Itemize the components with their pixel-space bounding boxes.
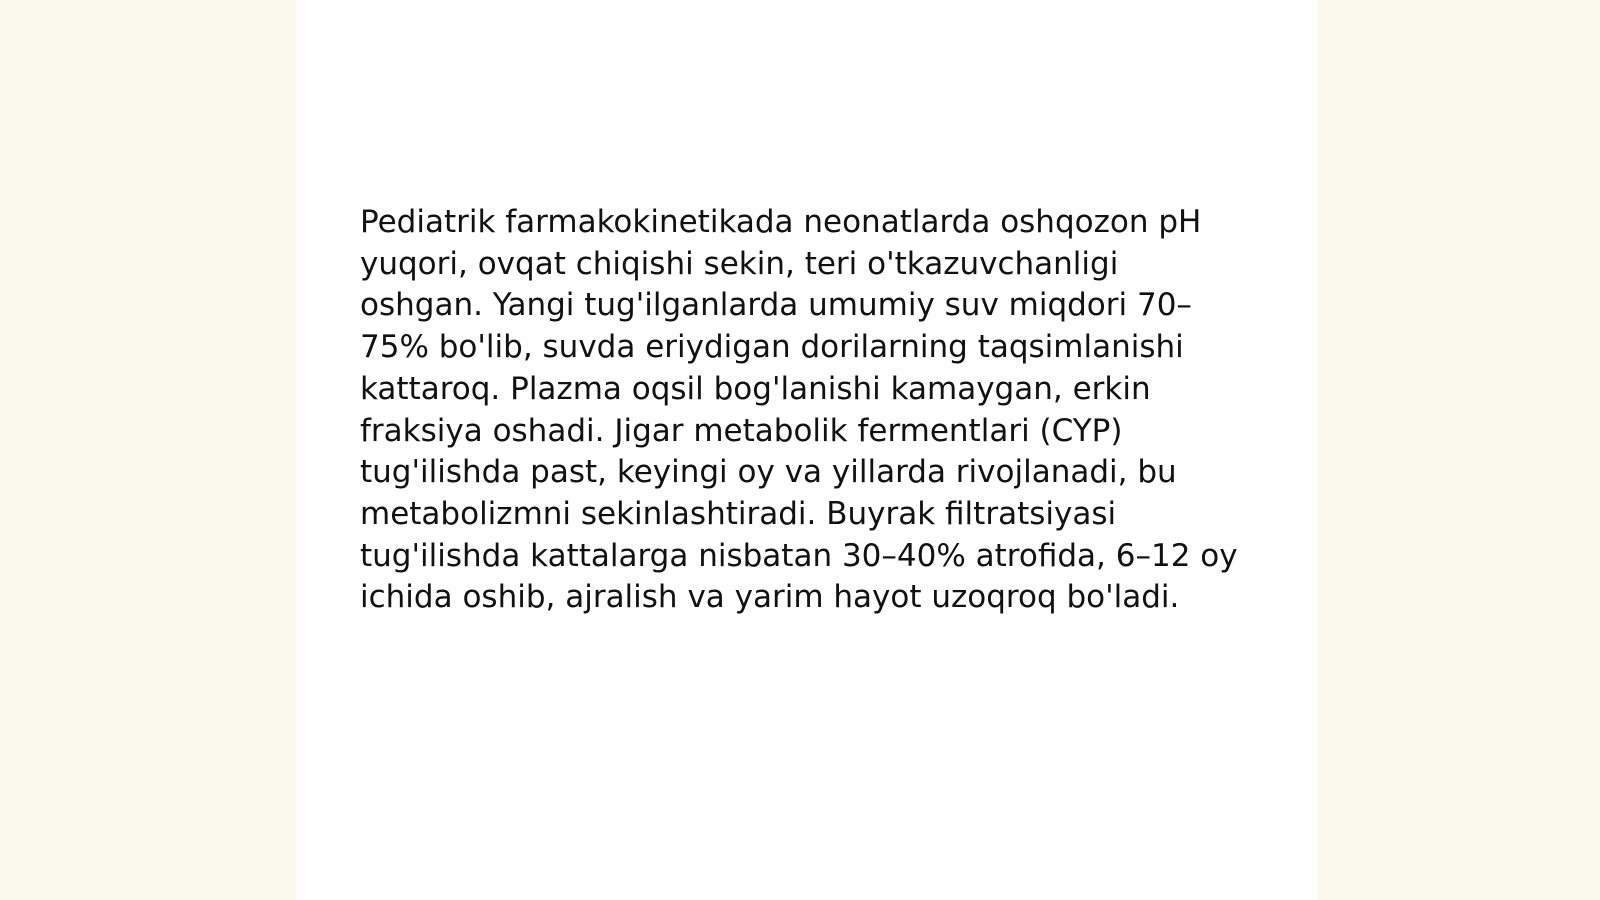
body-paragraph: Pediatrik farmakokinetikada neonatlarda oshqozon pH yuqori, ovqat chiqishi sekin, teri o'tkazuvchanligi oshgan. Yangi tug'ilganlarda umumiy suv miqdori 70–75% bo'lib, suvda eriydigan dorilarning taqsimlanishi kattaroq. Plazma oqsil bog'lanishi kamaygan, erkin fraksiya oshadi. Jigar metabolik fermentlari (CYP) tug'ilishda past, keyingi oy va yillarda rivojlanadi, bu metabolizmni sekinlashtiradi. Buyrak filtratsiyasi tug'ilishda kattalarga nisbatan 30–40% atrofida, 6–12 oy ichida oshib, ajralish va yarim hayot uzoqroq bo'ladi. bbox=[360, 204, 1238, 616]
document-page bbox=[296, 0, 1318, 900]
